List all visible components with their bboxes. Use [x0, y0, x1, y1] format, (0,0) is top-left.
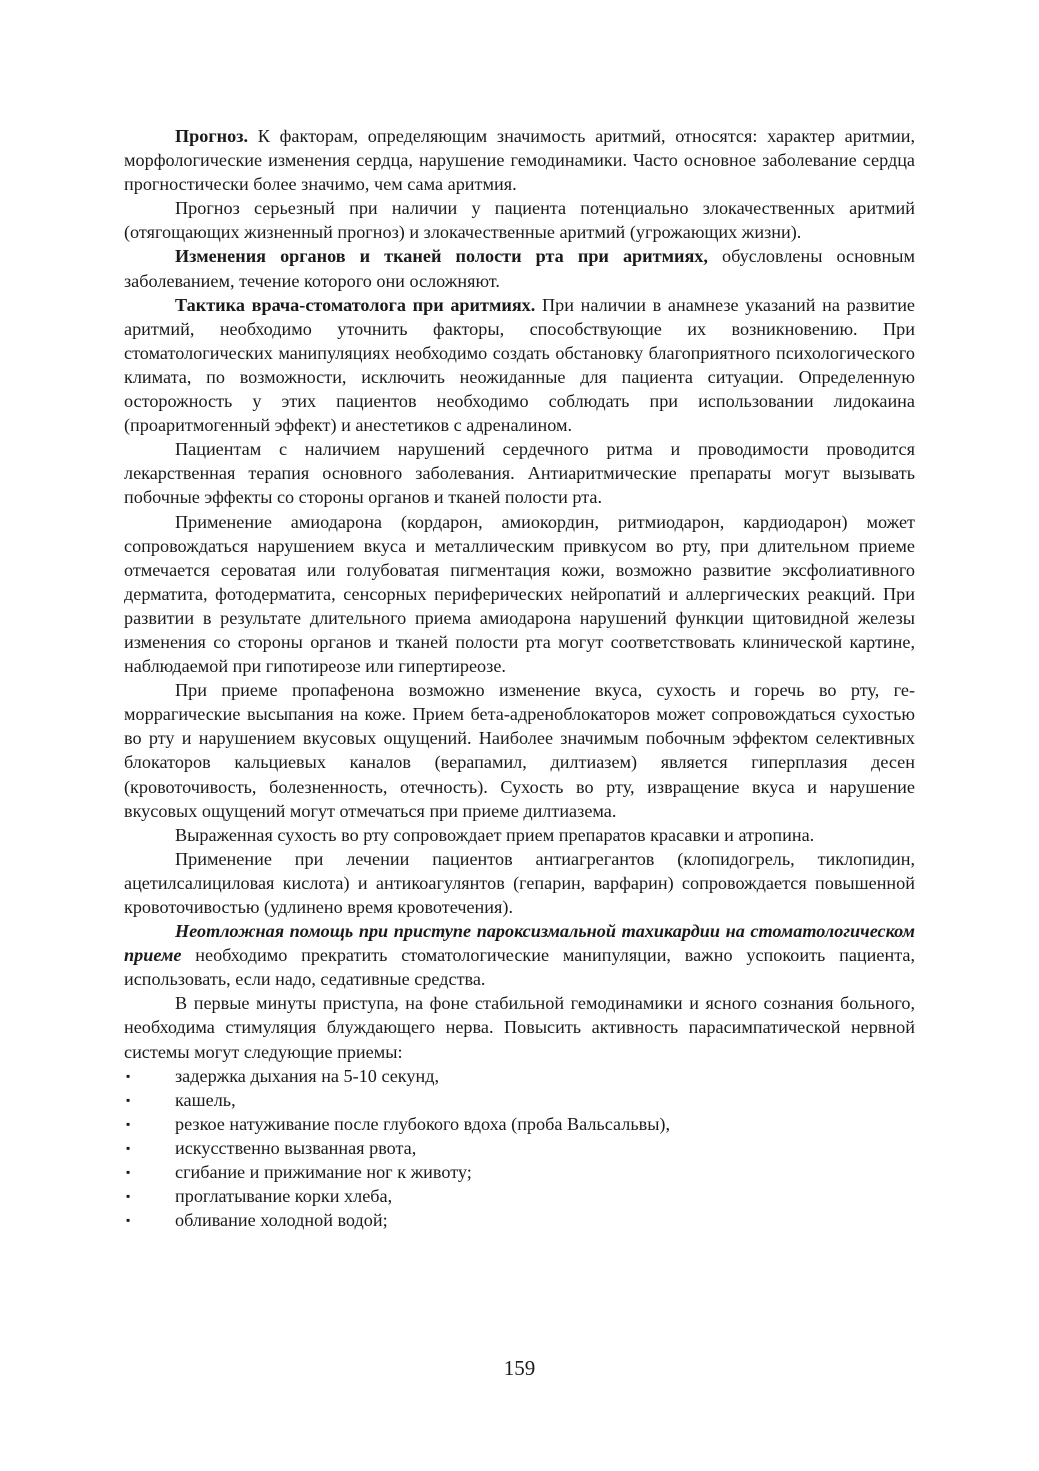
paragraph-text: При приеме пропафенона возможно изменение вкуса, сухость и горечь во рту, геморрагические высыпания на коже. Прием бета-адреноблокаторов может сопровождаться сухостью во рту и нарушением вкусовых ощущений. Наиболее значимым побочным эффектом селективных блокаторов кальциевых каналов (верапамил, дилтиазем) является гиперплазия десен (кровоточивость, болезненность, отечность). Сухость во рту, извращение вкуса и нарушение вкусовых ощущений могут отмечаться при приеме дилтиазема. — [124, 680, 915, 821]
paragraph-lead: Прогноз. — [175, 126, 249, 146]
list-item-text: обливание холодной водой; — [175, 1210, 388, 1231]
list-item — [124, 1208, 915, 1232]
paragraph-text: Применение при лечении пациентов антиагрегантов (клопидогрель, тиклопидин, ацетилсалициловая кислота) и антикоагулянтов (гепарин, варфарин) сопровождается повышенной кровоточивостью (удлинено время кровотечения). — [124, 848, 915, 917]
paragraph-emergency-care — [124, 919, 915, 991]
paragraph-text: К факторам, определяющим значимость аритмий, относятся: характер аритмии, морфологические изменения сердца, нарушение гемодинамики. Часто основное заболевание сердца прогностически более значимо, чем сама аритмия. — [124, 126, 915, 195]
list-item — [124, 1184, 915, 1208]
paragraph-oral-changes — [124, 244, 915, 292]
list-item-text: резкое натуживание после глубокого вдоха (проба Вальсальвы), — [175, 1113, 671, 1134]
list-item — [124, 1064, 915, 1088]
page-body — [124, 124, 915, 1232]
paragraph-lead: Тактика врача-стоматолога при аритмиях. — [175, 294, 536, 315]
paragraph-belladonna — [124, 823, 915, 847]
paragraph-text: Пациентам с наличием нарушений сердечного ритма и проводимости проводится лекарственная терапия основного заболевания. Антиаритмические препараты могут вызывать побочные эффекты со стороны органов и тканей полости рта. — [124, 439, 915, 508]
paragraph-lead: Изменения органов и тканей полости рта при аритмиях, — [175, 246, 708, 267]
paragraph-text: Прогноз серьезный при наличии у пациента потенциально злокачественных аритмий (отягощающих жизненный прогноз) и злокачественные аритмий (угрожающих жизни). — [124, 198, 915, 243]
list-item — [124, 1136, 915, 1160]
list-item-text: кашель, — [175, 1089, 236, 1110]
paragraph-text: обусловлены основным заболеванием, течение которого они осложняют. — [124, 246, 915, 291]
paragraph-text: необходимо прекратить стоматологические манипуляции, важно успокоить пациента, использовать, если надо, седативные средства. — [124, 945, 915, 990]
list-item-text: проглатывание корки хлеба, — [175, 1186, 393, 1207]
list-item — [124, 1112, 915, 1136]
paragraph-text: При наличии в анамнезе указаний на развитие аритмий, необходимо уточнить факторы, способствующие их возникновению. При стоматологических манипуляциях необходимо создать обстановку благоприятного психологического климата, по возможности, исключить неожиданные для пациента ситуации. Определенную осторожность у этих пациентов необходимо соблюдать при использовании лидокаина (проаритмогенный эффект) и анестетиков с адреналином. — [124, 294, 915, 436]
paragraph-antiplatelets — [124, 847, 915, 919]
list-item — [124, 1088, 915, 1112]
paragraph-text: Применение амиодарона (кордарон, амиокордин, ритмиодарон, кардиодарон) может сопровождаться нарушением вкуса и металлическим привкусом во рту, при длительном приеме отмечается сероватая или голубоватая пигментация кожи, возможно развитие эксфолиативного дерматита, фотодерматита, сенсорных периферических нейропатий и аллергических реакций. При развитии в результате длительного приема амиодарона нарушений функции щитовидной железы изменения со стороны органов и тканей полости рта могут соответствовать клинической картине, наблюдаемой при гипотиреозе или гипертиреозе. — [124, 511, 915, 677]
bullet-icon: ▪ — [126, 1140, 131, 1155]
vagal-maneuvers-list — [124, 1064, 915, 1233]
paragraph-amiodarone — [124, 510, 915, 679]
list-item — [124, 1160, 915, 1184]
bullet-icon: ▪ — [126, 1116, 131, 1131]
paragraph-lead: Неотложная помощь при приступе пароксизмальной тахикардии на стоматологическом приеме — [124, 921, 915, 966]
paragraph-propafenone — [124, 678, 915, 823]
paragraph-text: В первые минуты приступа, на фоне стабильной гемодинамики и ясного сознания больного, необходима стимуляция блуждающего нерва. Повысить активность парасимпатической нервной системы могут следующие приемы: — [124, 993, 915, 1062]
paragraph-text: Выраженная сухость во рту сопровождает прием препаратов красавки и атропина. — [175, 824, 815, 845]
paragraph-prognosis-serious — [124, 196, 915, 244]
paragraph-vagal-stimulation — [124, 991, 915, 1063]
bullet-icon: ▪ — [126, 1189, 131, 1204]
bullet-icon: ▪ — [126, 1068, 131, 1083]
bullet-icon: ▪ — [126, 1165, 131, 1180]
page-number: 159 — [503, 1356, 536, 1380]
bullet-icon: ▪ — [126, 1213, 131, 1228]
bullet-icon: ▪ — [126, 1092, 131, 1107]
list-item-text: сгибание и прижимание ног к животу; — [175, 1162, 472, 1183]
list-item-text: искусственно вызванная рвота, — [175, 1137, 417, 1158]
list-item-text: задержка дыхания на 5-10 секунд, — [175, 1065, 440, 1086]
paragraph-drug-therapy — [124, 437, 915, 509]
paragraph-dentist-tactics — [124, 293, 915, 438]
paragraph-prognosis — [124, 124, 915, 196]
